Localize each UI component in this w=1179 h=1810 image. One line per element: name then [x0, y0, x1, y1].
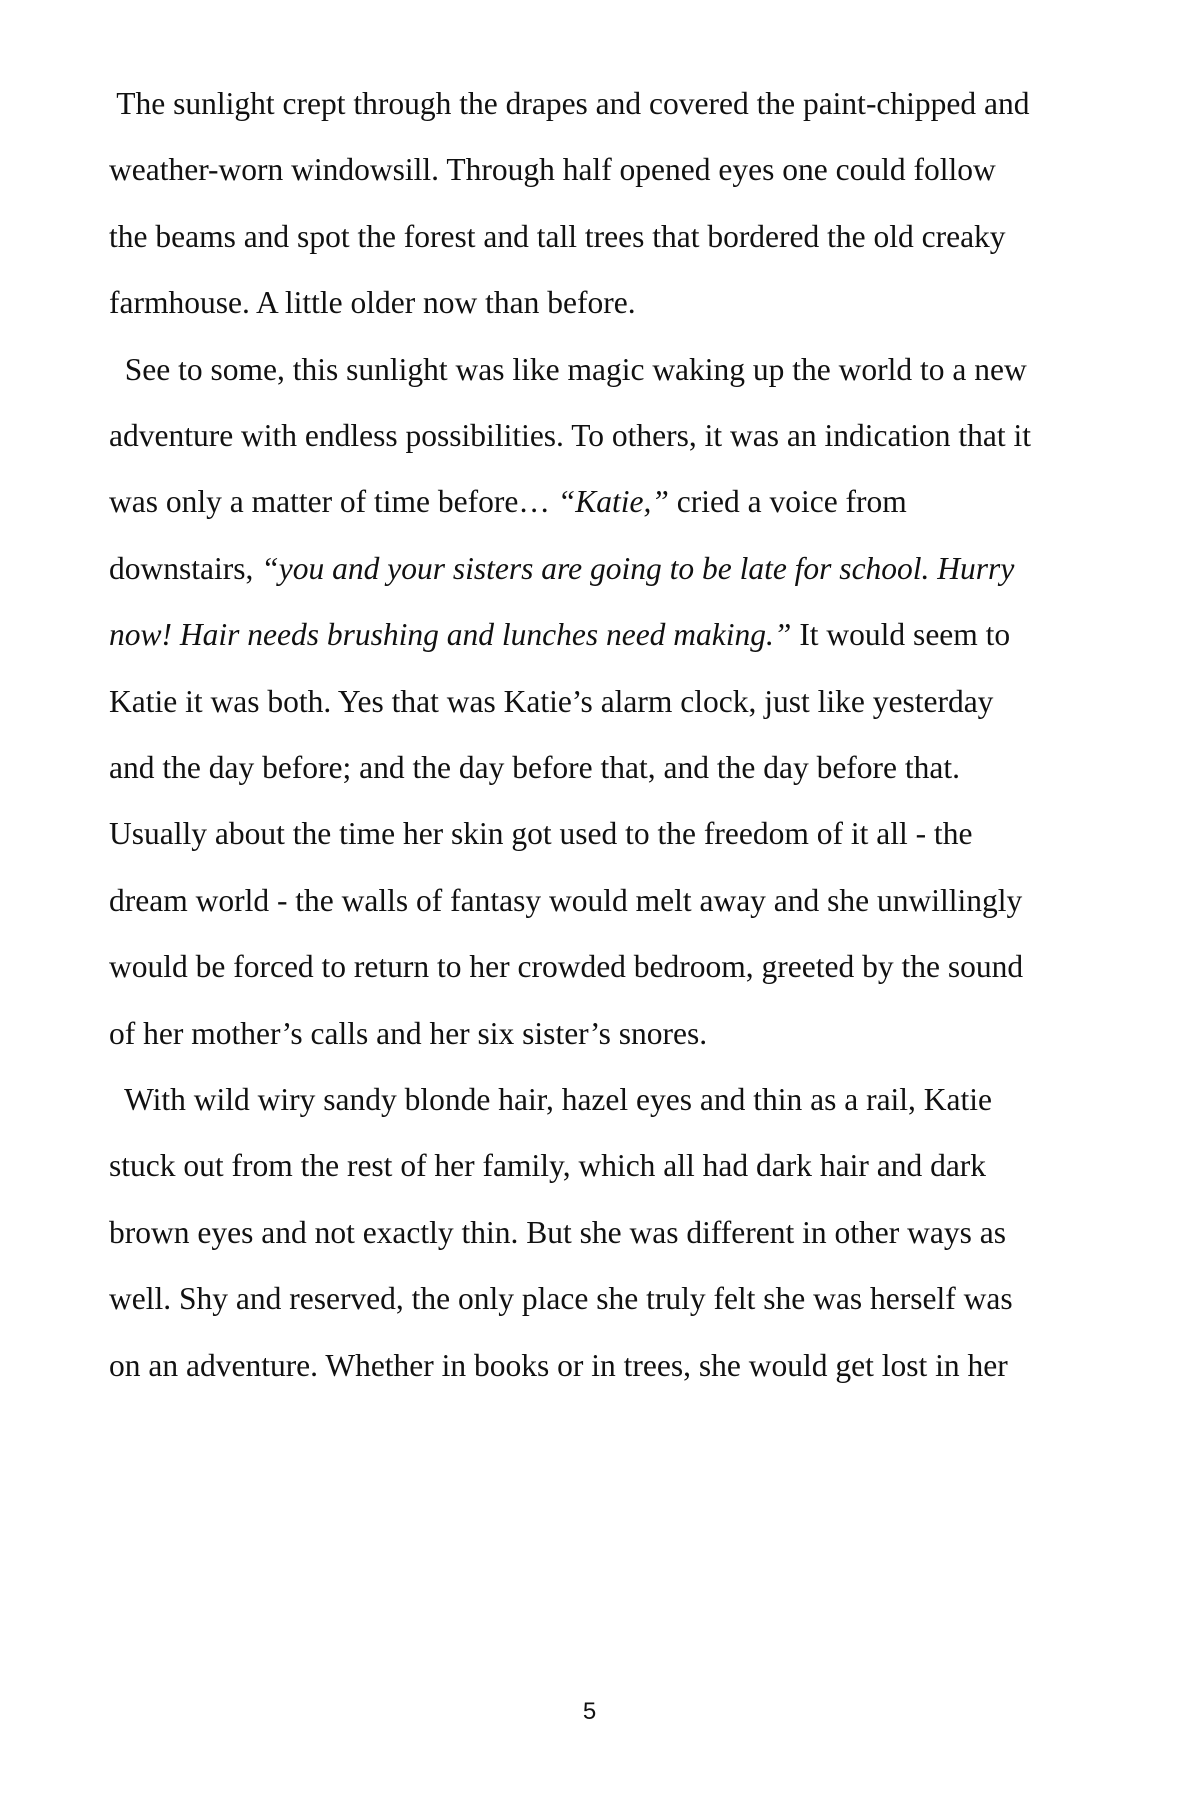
text-line: [109, 1146, 986, 1186]
italic-dialogue: now! Hair needs brushing and lunches need making.”: [109, 617, 792, 653]
page-number: 5: [582, 1698, 597, 1725]
text-segment: would be forced to return to her crowded bedroom, greeted by the sound: [109, 949, 1024, 985]
text-line: [109, 947, 1023, 987]
text-line: [109, 482, 907, 522]
text-segment: stuck out from the rest of her family, which all had dark hair and dark: [109, 1148, 987, 1184]
text-line: [109, 416, 1031, 456]
text-segment: dream world - the walls of fantasy would melt away and she unwillingly: [109, 882, 1023, 918]
text-segment: on an adventure. Whether in books or in trees, she would get lost in her: [109, 1347, 1008, 1383]
text-segment: was only a matter of time before…: [109, 484, 558, 520]
italic-dialogue: “Katie,”: [557, 484, 669, 520]
text-segment: brown eyes and not exactly thin. But she was different in other ways as: [109, 1214, 1006, 1250]
italic-dialogue: “you and your sisters are going to be late for school. Hurry: [261, 550, 1015, 586]
text-segment: and the day before; and the day before that, and the day before that.: [109, 750, 961, 785]
text-line: [109, 1080, 992, 1120]
text-line: [109, 881, 1022, 921]
text-segment: See to some, this sunlight was like magic waking up the world to a new: [109, 351, 1027, 387]
text-line: [109, 748, 960, 788]
text-line: [109, 84, 1030, 124]
text-line: [109, 150, 996, 190]
text-segment: of her mother’s calls and her six sister’s snores.: [109, 1015, 708, 1051]
text-segment: downstairs,: [109, 550, 262, 586]
text-line: [109, 682, 993, 722]
text-segment: well. Shy and reserved, the only place she truly felt she was herself was: [109, 1281, 1013, 1317]
text-line: [109, 350, 1027, 390]
text-segment: Usually about the time her skin got used to the freedom of it all - the: [109, 816, 973, 852]
text-line: [109, 814, 972, 854]
text-segment: Katie it was both. Yes that was Katie’s alarm clock, just like yesterday: [109, 683, 994, 719]
text-line: [109, 1014, 707, 1054]
text-segment: the beams and spot the forest and tall trees that bordered the old creaky: [109, 218, 1006, 254]
text-segment: cried a voice from: [668, 484, 907, 520]
text-line: [109, 283, 636, 323]
text-segment: adventure with endless possibilities. To others, it was an indication that it: [109, 418, 1031, 453]
text-segment: The sunlight crept through the drapes and covered the paint-chipped and: [109, 86, 1030, 121]
text-line: [109, 1213, 1006, 1253]
text-segment: weather-worn windowsill. Through half opened eyes one could follow: [109, 152, 996, 188]
text-line: [109, 615, 1010, 655]
text-segment: farmhouse. A little older now than before.: [109, 285, 636, 321]
text-line: [109, 1346, 1008, 1386]
text-segment: With wild wiry sandy blonde hair, hazel eyes and thin as a rail, Katie: [109, 1082, 993, 1117]
text-segment: It would seem to: [791, 617, 1011, 653]
text-line: [109, 217, 1006, 257]
text-line: [109, 549, 1014, 589]
text-line: [109, 1279, 1013, 1319]
